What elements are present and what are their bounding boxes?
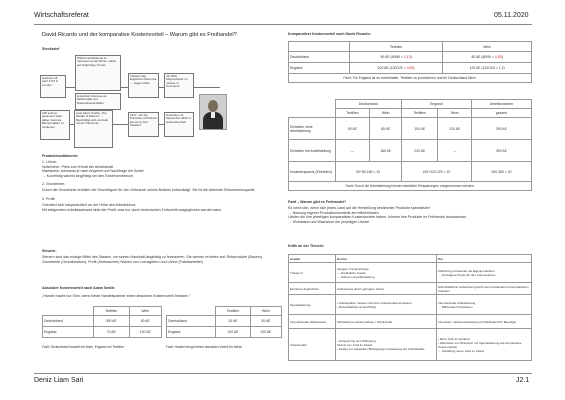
absolut-header-textilien: Textilien bbox=[216, 307, 250, 316]
table-cell: 100 AE bbox=[216, 327, 250, 338]
table-cell: • Arbeitsplätze müssen sich dem Arbeitsmarkt anpassen • Rohstoffabbau ist kurzfristig bbox=[336, 295, 437, 315]
kritik-heading: Kritik an der Theorie: bbox=[288, 244, 325, 248]
produktion-line: 3. Profit: bbox=[42, 196, 56, 201]
table-cell: England bbox=[43, 327, 94, 338]
table-cell: 70 AE bbox=[93, 327, 129, 338]
table-cell: --- bbox=[438, 140, 471, 162]
table-cell: Internationale Arbeitsteilung → Effizientes Produzieren bbox=[437, 295, 532, 315]
absolut-table-1 bbox=[42, 306, 162, 338]
timeline-box-principles: 1817: „On the Principles of Political Economy and Taxation" bbox=[128, 112, 159, 137]
table-cell: 120 AE bbox=[438, 118, 471, 140]
produktion-section bbox=[42, 154, 282, 212]
komparativ-header-wein: Wein bbox=[443, 42, 532, 52]
produktion-line: Nutz/höher: Preis zum Erhalt der Arbeitskraft bbox=[42, 164, 114, 169]
timeline-box-mathematik: Entwickelt Interesse an Mathematik und Naturwissenschaften bbox=[75, 93, 121, 110]
ricardo-portrait bbox=[199, 94, 227, 130]
table-cell: Textilien bbox=[335, 109, 370, 118]
table-cell: 300 AE bbox=[93, 316, 129, 327]
timeline-box-vater: Hilft seinem gesamten Vater dabei, Geld als Börsenmakler zu verdienen bbox=[40, 110, 70, 140]
table-cell: Wein bbox=[370, 109, 402, 118]
warum-line: → Nutzung eigener Produktionsvorteile am effizientesten bbox=[288, 210, 379, 215]
timeline-box-boerse: Wächst wohlhabend im Vertrauen an der Börse, selbst auf langfristige Trends bbox=[75, 55, 121, 91]
table-cell: 390 AE bbox=[471, 140, 531, 162]
table-cell: Zuführung preiswerter als Eigenproduktion → Günstigere Preise für den Konsumenten bbox=[437, 263, 532, 283]
ergebnis-group-arbeitsvolumen: Arbeitsvolumen bbox=[471, 100, 531, 109]
komparativ-cell-en-wein: 120 AE (120/100 = 1,2) bbox=[443, 63, 532, 74]
komparativ-table bbox=[288, 41, 532, 83]
produktion-line: Marktpreis: schwankt je nach Angebot und Nachfrage der Arbeit bbox=[42, 169, 144, 174]
steuern-heading: Steuern: bbox=[42, 249, 57, 253]
kritik-header-kontra: Kontra bbox=[336, 255, 437, 263]
absolut-quote: „Handel macht nur Sinn, wenn beide Handelspartner einen absoluten Kostenvorteil besitzen." bbox=[42, 294, 191, 298]
kritik-header-aspekt: Aspekt bbox=[289, 255, 336, 263]
produktion-heading: Produktionsfaktoren: bbox=[42, 154, 79, 158]
table-cell: Deutschland bbox=[43, 316, 94, 327]
table-cell: 220 AE bbox=[401, 140, 438, 162]
timeline-box-oekonomie: Kritisiert das Englische Ökonomie → Gegen Zölle bbox=[128, 73, 159, 98]
header-divider bbox=[34, 24, 532, 25]
page-title: David Ricardo und der komparative Kostenvorteil – Warum gibt es Freihandel? bbox=[42, 32, 237, 38]
table-cell: Spezialisierung bbox=[289, 295, 336, 315]
steuern-text: Steuern sind das einzige Mittel des Staates, um seinen Haushalt langfristig zu finanzieren. Sie werden erhoben auf: Rohprodukte (Bauern), Grundrente (Grundbesitzer), Profit (Verbraucher) Nutzen von Luxusgütern und Löhne (Fabrikarbeiter) bbox=[42, 255, 264, 264]
steuern-section bbox=[42, 249, 282, 264]
timeline-box-abgeordneter: Ab 1819 Abgeordneter im „House of Commons" bbox=[164, 73, 194, 98]
komparativ-cell-de-textilien: 90 AE (90/80 = 1,13) bbox=[350, 52, 443, 63]
table-cell: 120 AE bbox=[250, 327, 281, 338]
produktion-line: Orientiert sich hauptsächlich an der Höhe des Arbeitslohns bbox=[42, 203, 136, 208]
table-cell: England bbox=[167, 327, 216, 338]
table-cell: Einzelne Ungleichheit bbox=[289, 283, 336, 295]
ergebnis-fazit: Fazit: Durch die Arbeitsteilung können deutliche Einsparungen vorgenommen werden. bbox=[289, 182, 532, 191]
absolut-header-wein: Wein bbox=[129, 307, 162, 316]
steckbrief-heading: Steckbrief bbox=[42, 47, 60, 51]
warum-line: → Wohlstand und Wachstum der jeweiligen Länder bbox=[288, 219, 370, 224]
produktion-line: 1. Löhne: bbox=[42, 160, 57, 165]
komparativ-cell-en-textilien: 100 AE (100/120 = 0,83) bbox=[350, 63, 443, 74]
header-left: Wirtschaftsreferat bbox=[34, 12, 89, 19]
ergebnis-group-deutschland: Deutschland bbox=[335, 100, 401, 109]
table-cell: Längere Transportwege → Zusätzliche Kosten → Höhere Umweltbelastung bbox=[336, 263, 437, 283]
komparativ-header-textilien: Textilien bbox=[350, 42, 443, 52]
warum-line: Es lohnt sich, wenn sich jedes Land auf die Herstellung bestimmter Produkte spezialisiert bbox=[288, 206, 430, 211]
timeline-box-gestorben: Gestorben 11. September 1823 in Gatcombe Park bbox=[164, 112, 194, 137]
komparativ-cell-de-wein: 80 AE (80/90 = 0,89) bbox=[443, 52, 532, 63]
table-cell: 180 AE bbox=[370, 140, 402, 162]
table-cell: 20 AE bbox=[216, 316, 250, 327]
absolut-header-textilien: Textilien bbox=[93, 307, 129, 316]
timeline-box-adam-smith: Liest Adam Smiths „The Wealth of Nations" → Beschäftigt sich erstmals mit der Ökonomie bbox=[74, 110, 113, 148]
ergebnis-table bbox=[288, 99, 532, 191]
table-cell: Transport bbox=[289, 263, 336, 283]
absolut-heading: Absoluter Kostenvorteil nach Adam Smith: bbox=[42, 286, 116, 290]
produktion-line: Mit steigendem Arbeitsaufwand sinkt der Profit, was nur durch technischen Fortschritt ausgeglichen werden kann. bbox=[42, 207, 223, 212]
header-right: 05.11.2020 bbox=[494, 12, 529, 19]
table-cell: England bbox=[289, 63, 350, 74]
table-cell: Internationaler Wettbewerb bbox=[289, 315, 336, 329]
kritik-header-pro: Pro bbox=[437, 255, 532, 263]
warum-section bbox=[288, 200, 532, 224]
table-cell: 90+80-180 = 10 bbox=[335, 162, 401, 182]
table-cell: 90 AE bbox=[335, 118, 370, 140]
table-cell: Kostenersparnis (Einheiten) bbox=[289, 162, 336, 182]
table-cell: Arbeitsmarkt bbox=[289, 329, 336, 361]
table-cell: Wein bbox=[438, 109, 471, 118]
warum-line: Länder die ihre jeweiligen komparativen Kostenvorteile haben, können ihre Produkte im Freihandel austauschen bbox=[288, 215, 467, 220]
kritik-table bbox=[288, 254, 532, 361]
table-cell: Textilien bbox=[401, 109, 438, 118]
table-cell: Ausbeutung durch geringere Löhne bbox=[336, 283, 437, 295]
produktion-line: Durch die Grundrente erhalten die Grundeigner für den Gebrauch seines Bodens entschädigt. Sie ist die sicherste Einkommensquelle bbox=[42, 188, 255, 193]
table-cell: 120 AE bbox=[129, 327, 162, 338]
table-cell: Deutschland bbox=[167, 316, 216, 327]
table-cell: gesamt bbox=[471, 109, 531, 118]
table-cell: 80 AE bbox=[370, 118, 402, 140]
ergebnis-group-england: England bbox=[401, 100, 471, 109]
warum-heading: Fazit – Warum gibt es Freihandel? bbox=[288, 200, 347, 204]
table-cell: Deutschland bbox=[289, 52, 350, 63]
timeline-box-birth: Geboren 18. April 1772 in London bbox=[40, 75, 66, 98]
table-cell: Einheiten ohne Arbeitsteilung bbox=[289, 118, 336, 140]
absolut-header-wein: Wein bbox=[250, 307, 281, 316]
absolut-fazit-2: Fazit: Handel bringt keinen absoluten Vorteil für beide. bbox=[166, 345, 243, 349]
produktion-line: → Kurzfristig wächst langfristig um den Existenzminimum bbox=[42, 173, 134, 178]
table-cell: 390 AE bbox=[471, 118, 531, 140]
table-cell: --- bbox=[335, 140, 370, 162]
table-cell: • Mehr Jobs im Ausland • Wachstum von Branchen mit Spezialisierung auf komparative Kostenvorteile → Schaffung neuer Jobs im Inland bbox=[437, 329, 532, 361]
table-cell: • Outsourcing und Offshoring Verlust von Jobs im Inland • Zwang zur weltweiten Bedingungen Anpassung der Arbeitskräfte bbox=[336, 329, 437, 361]
table-cell: Schwächere Länder bleiben / Schutzzölle bbox=[336, 315, 437, 329]
table-cell: 30 AE bbox=[250, 316, 281, 327]
table-cell: 100+120-220 = 10 bbox=[401, 162, 471, 182]
table-cell: 100 AE bbox=[401, 118, 438, 140]
absolut-table-2 bbox=[166, 306, 282, 338]
absolut-fazit-1: Fazit: Deutschland handelt mit Wein, England mit Textilien bbox=[42, 345, 124, 349]
table-cell: 50 AE bbox=[129, 316, 162, 327]
footer-left: Deniz Liam Sari bbox=[34, 377, 84, 384]
komparativ-heading: Komparativer Kostenvorteil nach David Ricardo: bbox=[288, 32, 371, 36]
footer-divider bbox=[34, 373, 532, 374]
table-cell: Einheiten mit Arbeitsteilung bbox=[289, 140, 336, 162]
komparativ-fazit: Fazit: Für England ist es vorteilhafter, Textilien zu produzieren und für Deutschland Wein. bbox=[289, 74, 532, 83]
table-cell: Wirtschaftlicher Aufschwung durch den Freihandel mit komparativen Vorteilen bbox=[437, 283, 532, 295]
produktion-line: 2. Grundrente: bbox=[42, 182, 66, 187]
table-cell: Innovation, Weiterentwicklung und Wohlstand für Beteiligte bbox=[437, 315, 532, 329]
table-cell: 390-360 = 30 bbox=[471, 162, 531, 182]
footer-right: J2.1 bbox=[516, 377, 530, 384]
